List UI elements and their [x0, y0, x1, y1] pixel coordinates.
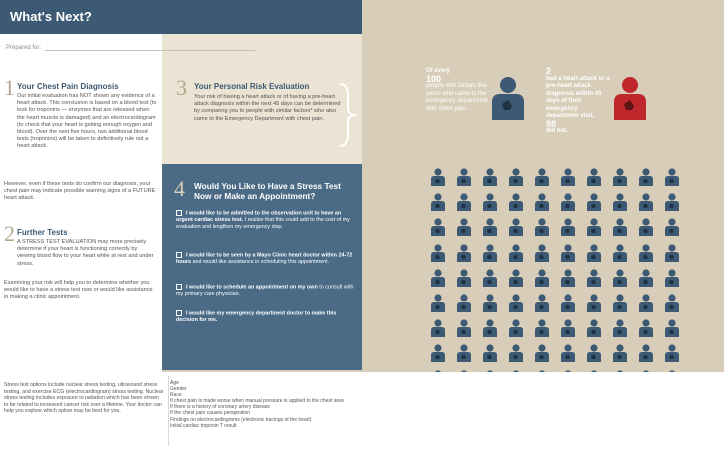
section-1-paragraph-1: Our initial evaluation has NOT shown any evidence of a heart attack. This conclusion is based on a blood test (to look for troponins — enzymes that are released when the heart muscle is damaged) and an electrocardiogram (to check that your heart is getting enough oxygen and blood). Over the next five hours, two additional blood tests (troponins) will be taken to definitively rule out a heart attack. — [17, 93, 157, 150]
section-1-title: Your Chest Pain Diagnosis — [17, 82, 119, 91]
person-unaffected-icon — [612, 344, 627, 362]
person-unaffected-icon — [612, 168, 627, 186]
section-3-title: Your Personal Risk Evaluation — [194, 82, 310, 91]
option-2-checkbox[interactable] — [176, 252, 182, 258]
section-2-number: 2 — [4, 221, 15, 246]
option-2[interactable] — [176, 252, 354, 266]
factor-item: Initial cardiac troponin T result — [170, 422, 237, 429]
option-4-checkbox[interactable] — [176, 310, 182, 316]
option-3[interactable] — [176, 284, 354, 298]
person-unaffected-icon — [430, 344, 445, 362]
person-unaffected-icon — [586, 319, 601, 337]
person-unaffected-icon — [638, 319, 653, 337]
person-unaffected-icon — [612, 269, 627, 287]
person-unaffected-icon — [560, 168, 575, 186]
person-unaffected-icon — [560, 244, 575, 262]
option-1-checkbox[interactable] — [176, 210, 182, 216]
person-unaffected-icon — [508, 319, 523, 337]
person-unaffected-icon — [430, 193, 445, 211]
brace-arrow-icon — [338, 82, 360, 148]
person-unaffected-icon — [534, 294, 549, 312]
person-unaffected-icon — [430, 218, 445, 236]
section-4-box — [162, 164, 362, 370]
factor-item: Findings on electrocardiograms (electronic tracings of the heart) — [170, 416, 312, 423]
person-unaffected-icon — [456, 294, 471, 312]
person-unaffected-icon — [482, 218, 497, 236]
prepared-for — [6, 44, 255, 51]
stat-right-post: did not. — [546, 128, 568, 134]
section-3-number: 3 — [176, 75, 187, 100]
person-unaffected-icon — [534, 218, 549, 236]
person-unaffected-icon — [586, 269, 601, 287]
stat-left-number: 100 — [426, 73, 442, 84]
person-unaffected-icon — [586, 294, 601, 312]
footnote-left: Stress test options include nuclear stress testing, ultrasound stress testing, and exercise ECG (electrocardiogram) stress testing. Nuclear stress testing includes exposure to radiation which has been shown to be related to increased cancer risk over a lifetime. Your doctor can help you explore which option may be best for you. — [4, 382, 164, 415]
person-unaffected-icon — [482, 319, 497, 337]
section-4-title: Would You Like to Have a Stress Test Now or Make an Appointment? — [194, 181, 341, 201]
person-unaffected-icon — [430, 168, 445, 186]
person-unaffected-icon — [508, 168, 523, 186]
factor-item: Race — [170, 392, 182, 399]
prepared-for-line[interactable] — [45, 44, 255, 51]
person-unaffected-icon — [456, 319, 471, 337]
section-1-number: 1 — [4, 75, 15, 100]
person-unaffected-icon — [638, 294, 653, 312]
person-unaffected-icon — [586, 193, 601, 211]
option-1-bold: I would like to be admitted to the observation unit to have an urgent cardiac stress test. — [176, 210, 342, 224]
person-unaffected-icon — [508, 193, 523, 211]
person-unaffected-icon — [612, 218, 627, 236]
person-unaffected-icon — [664, 244, 679, 262]
person-unaffected-icon — [456, 218, 471, 236]
stat-right-number: 2 — [546, 66, 552, 76]
person-unaffected-icon — [664, 168, 679, 186]
person-unaffected-icon — [586, 244, 601, 262]
stat-right-text: had a heart attack or a pre-heart attack diagnosis within 45 days of their emergency department visit, — [546, 75, 610, 119]
person-unaffected-icon — [430, 269, 445, 287]
person-unaffected-icon — [586, 344, 601, 362]
section-4-number: 4 — [174, 176, 185, 201]
person-unaffected-icon — [664, 319, 679, 337]
person-unaffected-icon — [430, 244, 445, 262]
option-1-text: I realize that this could add to the cost of my evaluation and lengthen my emergency stay. — [176, 217, 350, 231]
factor-item: If there is a history of coronary artery disease — [170, 404, 271, 411]
person-unaffected-icon — [638, 193, 653, 211]
person-unaffected-icon — [456, 269, 471, 287]
person-unaffected-icon — [664, 193, 679, 211]
factor-item: Gender — [170, 386, 187, 393]
person-unaffected-icon — [560, 193, 575, 211]
person-unaffected-large-icon — [490, 76, 526, 120]
person-unaffected-icon — [508, 294, 523, 312]
person-unaffected-icon — [534, 344, 549, 362]
option-4[interactable] — [176, 310, 354, 324]
person-unaffected-icon — [560, 269, 575, 287]
person-unaffected-icon — [534, 319, 549, 337]
person-unaffected-icon — [612, 319, 627, 337]
option-2-bold: I would like to be seen by a Mayo Clinic heart doctor within 24-72 hours — [176, 252, 353, 266]
stat-right — [546, 68, 612, 136]
person-unaffected-icon — [456, 193, 471, 211]
person-unaffected-icon — [560, 344, 575, 362]
person-unaffected-icon — [430, 294, 445, 312]
person-unaffected-icon — [638, 244, 653, 262]
stat-right-number-2: 98 — [546, 118, 557, 129]
factor-item: Age — [170, 380, 179, 386]
person-unaffected-icon — [482, 269, 497, 287]
person-unaffected-icon — [612, 294, 627, 312]
person-unaffected-icon — [638, 218, 653, 236]
option-3-bold: I would like to schedule an appointment on my own — [186, 284, 318, 291]
stat-left-text: people with factors like yours who came to the emergency department with chest pain... — [426, 83, 488, 112]
person-unaffected-icon — [586, 218, 601, 236]
person-unaffected-icon — [456, 344, 471, 362]
person-unaffected-icon — [560, 218, 575, 236]
person-affected-large-icon — [612, 76, 648, 120]
person-unaffected-icon — [508, 218, 523, 236]
section-3-paragraph: Your risk of having a heart attack or of having a pre-heart attack diagnosis within the next 45 days can be determined by comparing you to people with similar factors* who also came to the Emergency Department with chest pain. — [194, 94, 341, 122]
person-unaffected-icon — [664, 344, 679, 362]
person-unaffected-icon — [482, 168, 497, 186]
person-unaffected-icon — [508, 344, 523, 362]
person-unaffected-icon — [482, 244, 497, 262]
person-unaffected-icon — [508, 244, 523, 262]
person-unaffected-icon — [638, 269, 653, 287]
person-unaffected-icon — [612, 244, 627, 262]
option-3-text: to consult with my primary care physician. — [176, 284, 354, 298]
person-unaffected-icon — [664, 269, 679, 287]
person-unaffected-icon — [456, 244, 471, 262]
section-2-paragraph-1: A STRESS TEST EVALUATION may more precisely determine if your heart is functioning correctly by viewing blood flow to your heart while at rest and under stress. — [17, 239, 154, 267]
option-2-text: and would like assistance in scheduling this appointment. — [190, 259, 330, 266]
person-unaffected-icon — [482, 294, 497, 312]
person-unaffected-icon — [508, 269, 523, 287]
person-unaffected-icon — [534, 193, 549, 211]
section-2-paragraph-2: Examining your risk will help you to determine whether you would like to have a stress test now or would like assistance in making a clinic appointment. — [4, 280, 153, 301]
footnote-divider — [168, 376, 169, 446]
section-1-paragraph-2: However, even if these tests do confirm our diagnosis, your chest pain may indicate possible warning signs of a FUTURE heart attack. — [4, 181, 156, 202]
factor-item: If chest pain is made worse when manual pressure is applied to the chest area — [170, 398, 344, 405]
section-2-title: Further Tests — [17, 228, 68, 237]
stat-left-pre: Of every — [426, 68, 451, 74]
person-unaffected-icon — [638, 168, 653, 186]
person-unaffected-icon — [482, 344, 497, 362]
person-unaffected-icon — [560, 319, 575, 337]
factor-item: If the chest pain causes perspiration — [170, 410, 251, 417]
page-title: What's Next? — [0, 0, 362, 34]
person-unaffected-icon — [612, 193, 627, 211]
person-unaffected-icon — [534, 168, 549, 186]
person-unaffected-icon — [664, 294, 679, 312]
person-unaffected-icon — [456, 168, 471, 186]
person-unaffected-icon — [664, 218, 679, 236]
person-unaffected-icon — [560, 294, 575, 312]
stat-left — [426, 68, 492, 113]
person-unaffected-icon — [430, 319, 445, 337]
person-unaffected-icon — [586, 168, 601, 186]
person-unaffected-icon — [482, 193, 497, 211]
person-unaffected-icon — [534, 244, 549, 262]
option-1[interactable] — [176, 210, 354, 231]
option-3-checkbox[interactable] — [176, 284, 182, 290]
factors-list — [170, 380, 370, 429]
prepared-for-label: Prepared for: — [6, 45, 42, 51]
person-unaffected-icon — [534, 269, 549, 287]
person-unaffected-icon — [638, 344, 653, 362]
option-4-bold: I would like my emergency department doctor to make this decision for me. — [176, 310, 337, 324]
